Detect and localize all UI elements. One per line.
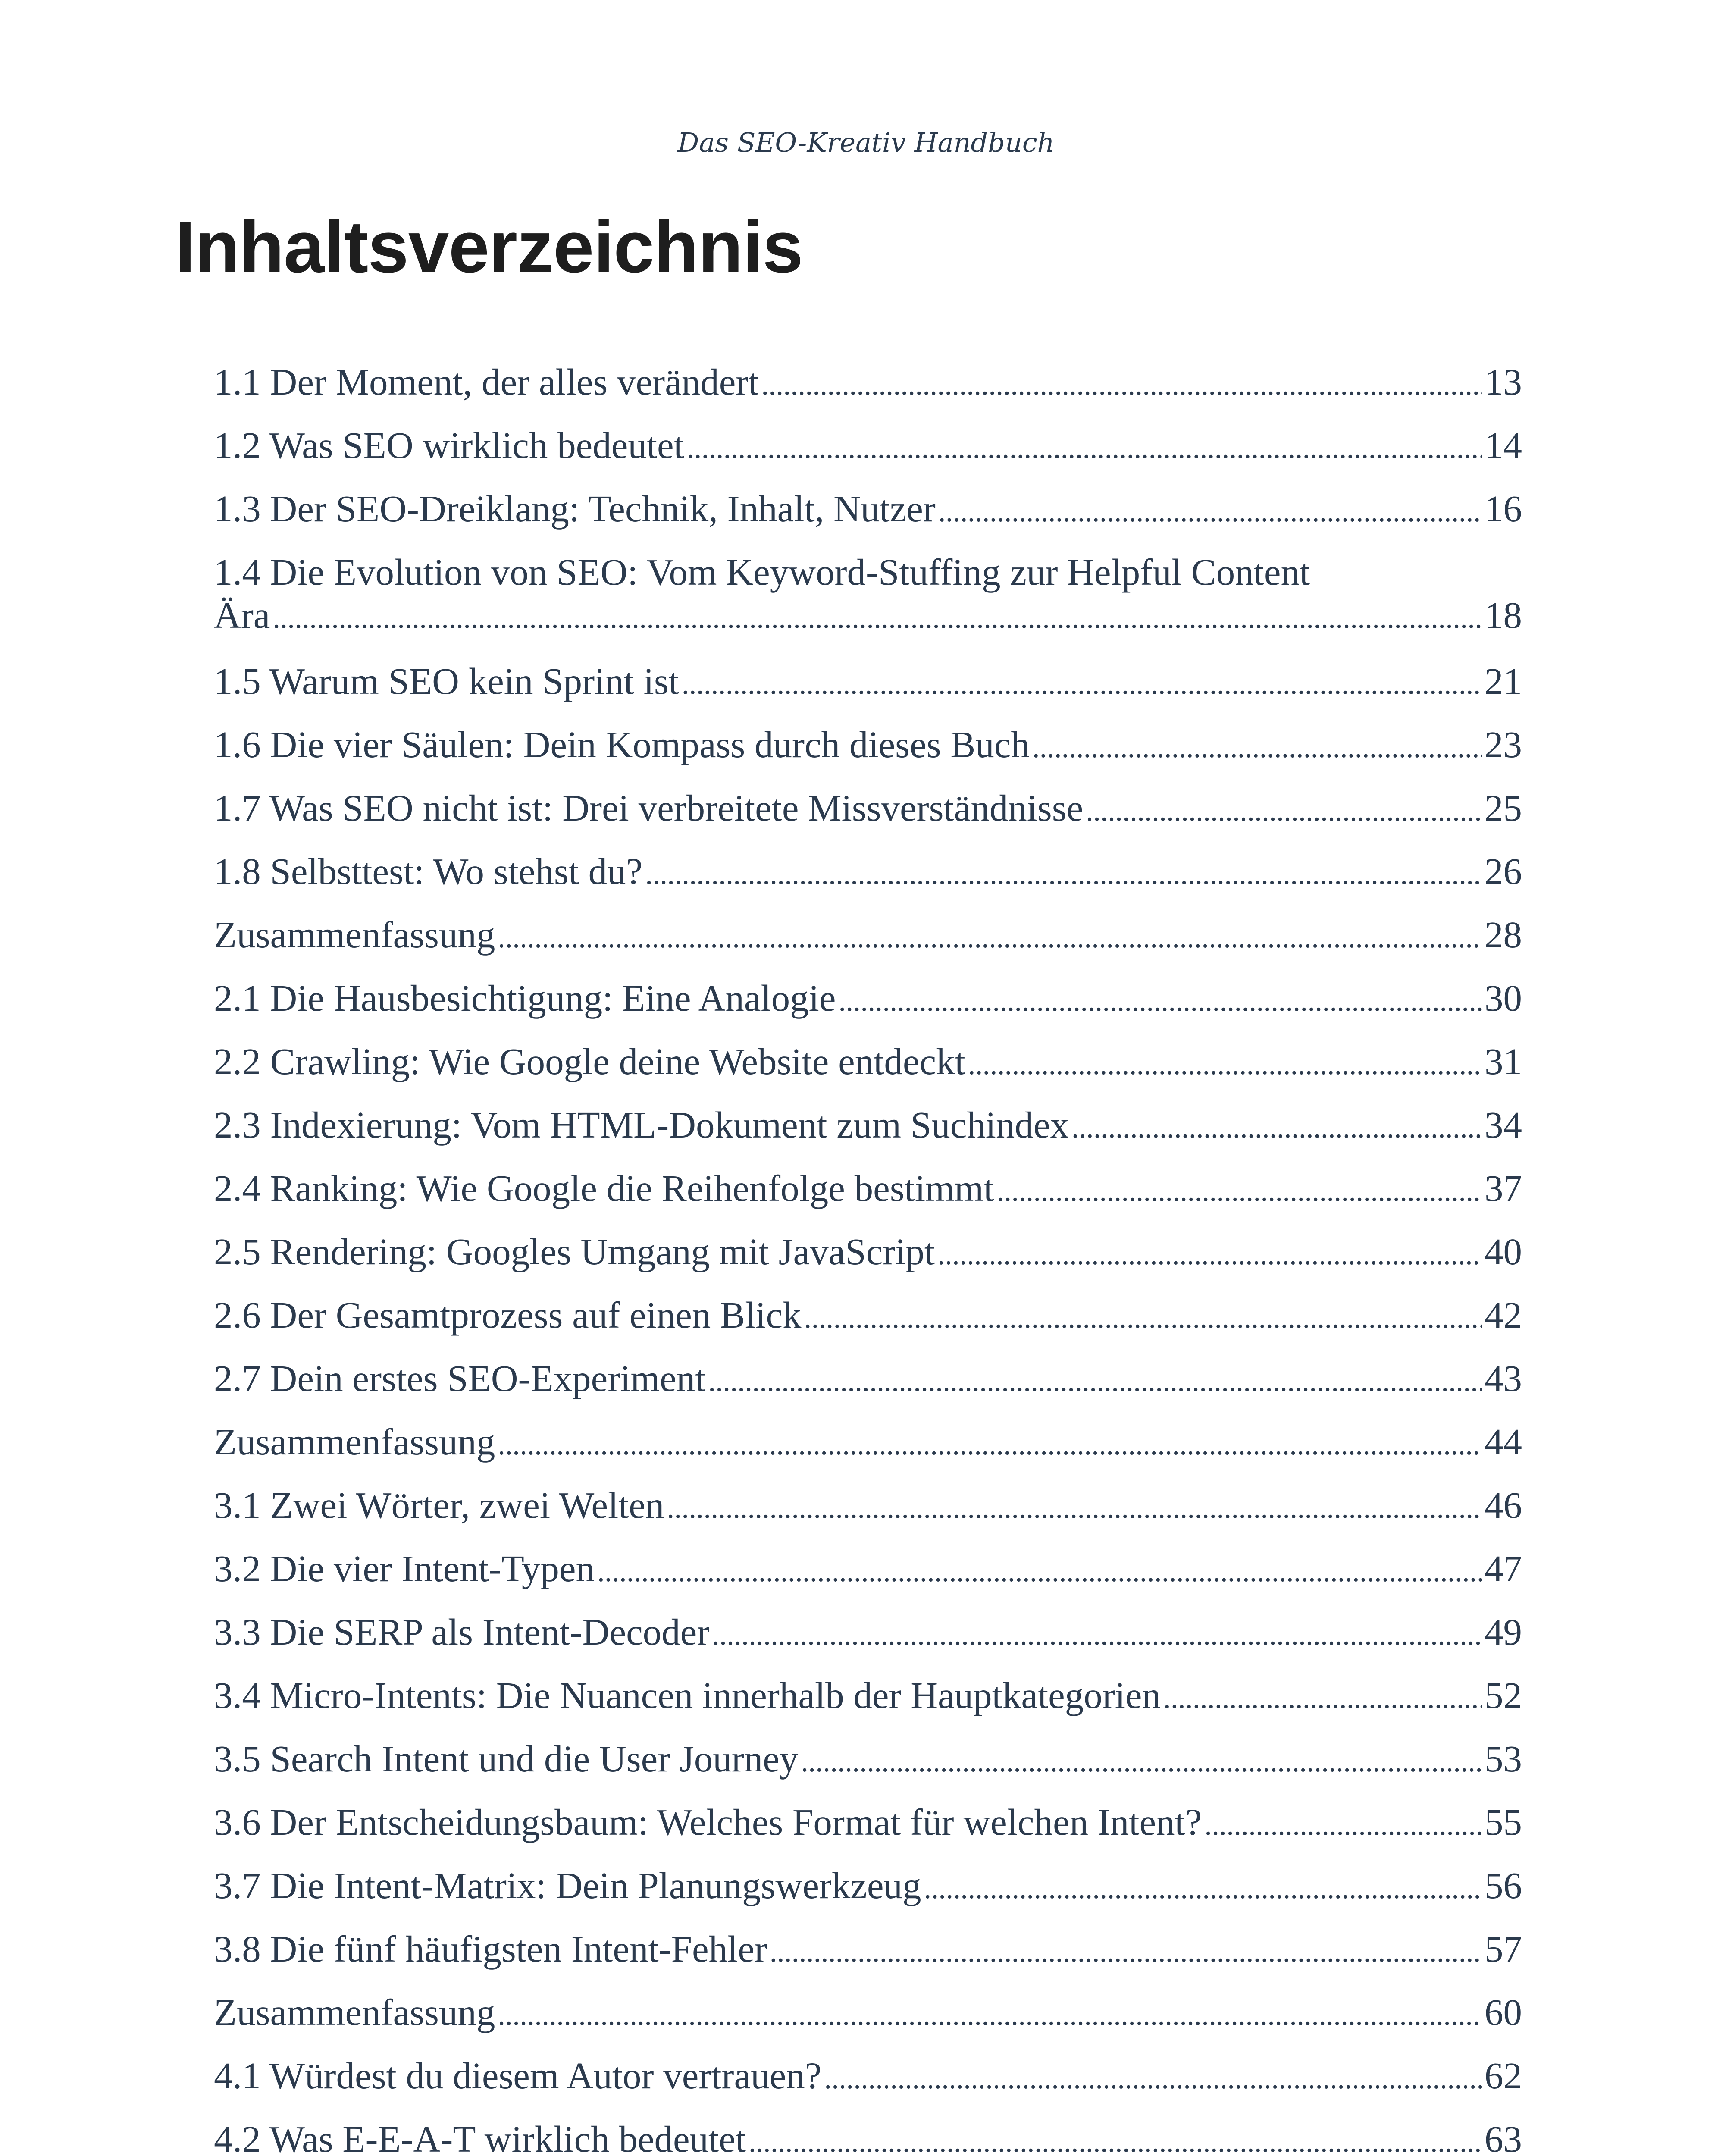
toc-entry[interactable] [214, 551, 1522, 660]
toc-dot-leader [838, 977, 1482, 1023]
toc-entry-title: 1.2 Was SEO wirklich bedeutet [214, 424, 684, 466]
toc-entry-title: 2.3 Indexierung: Vom HTML-Dokument zum Suchindex [214, 1104, 1069, 1146]
toc-entry[interactable] [214, 2118, 1522, 2156]
toc-entry-title: 2.7 Dein erstes SEO-Experiment [214, 1357, 706, 1399]
toc-dot-leader [749, 2118, 1482, 2156]
toc-entry-page: 30 [1485, 977, 1522, 1019]
toc-dot-leader [968, 1040, 1482, 1086]
toc-entry-wrap [214, 551, 1522, 640]
toc-dot-leader [801, 1737, 1482, 1783]
toc-entry-title: 3.8 Die fünf häufigsten Intent-Fehler [214, 1928, 767, 1970]
toc-dot-leader [498, 1991, 1482, 2037]
toc-entry-title: 1.7 Was SEO nicht ist: Drei verbreitete Missverständnisse [214, 787, 1084, 829]
toc-entry-title-line1: 1.4 Die Evolution von SEO: Vom Keyword-Stuffing zur Helpful Content [214, 551, 1310, 593]
toc-dot-leader [804, 1294, 1482, 1340]
toc-entry[interactable] [214, 424, 1522, 487]
toc-dot-leader [1086, 787, 1482, 833]
toc-entry-title: 3.1 Zwei Wörter, zwei Welten [214, 1484, 664, 1526]
toc-entry-title: 2.6 Der Gesamtprozess auf einen Blick [214, 1294, 802, 1336]
toc-entry-title: Zusammenfassung [214, 1991, 495, 2033]
toc-entry-page: 18 [1485, 594, 1522, 636]
toc-dot-leader [761, 360, 1482, 407]
toc-entry-page: 60 [1485, 1991, 1522, 2033]
toc-entry[interactable] [214, 1674, 1522, 1737]
toc-entry[interactable] [214, 1230, 1522, 1294]
toc-entry-title: 3.2 Die vier Intent-Typen [214, 1548, 595, 1589]
toc-entry-page: 56 [1485, 1865, 1522, 1906]
toc-entry[interactable] [214, 977, 1522, 1040]
toc-entry-page: 62 [1485, 2055, 1522, 2096]
toc-entry-title: 1.8 Selbsttest: Wo stehst du? [214, 850, 643, 892]
toc-entry[interactable] [214, 1611, 1522, 1674]
toc-entry[interactable] [214, 1864, 1522, 1927]
toc-dot-leader [938, 487, 1482, 533]
toc-entry-page: 49 [1485, 1611, 1522, 1653]
toc-entry-page: 55 [1485, 1801, 1522, 1843]
toc-entry-title-line2: Ära [214, 594, 270, 636]
toc-entry-title: Zusammenfassung [214, 1421, 495, 1463]
toc-dot-leader [667, 1484, 1482, 1530]
toc-entry-title: 4.2 Was E-E-A-T wirklich bedeutet [214, 2118, 746, 2156]
toc-entry[interactable] [214, 487, 1522, 551]
toc-entry-page: 47 [1485, 1548, 1522, 1589]
toc-entry-title: 2.2 Crawling: Wie Google deine Website entdeckt [214, 1040, 965, 1082]
toc-entry-page: 43 [1485, 1357, 1522, 1399]
toc-entry-title: 4.1 Würdest du diesem Autor vertrauen? [214, 2055, 822, 2096]
toc-entry[interactable] [214, 913, 1522, 977]
toc-entry[interactable] [214, 2054, 1522, 2118]
toc-dot-leader [708, 1357, 1482, 1403]
toc-dot-leader [687, 424, 1482, 470]
toc-entry[interactable] [214, 1801, 1522, 1864]
toc-entry[interactable] [214, 1737, 1522, 1801]
toc-entry-title: 2.5 Rendering: Googles Umgang mit JavaScript [214, 1231, 935, 1272]
toc-dot-leader [997, 1167, 1482, 1213]
toc-entry-page: 14 [1485, 424, 1522, 466]
toc-entry-title: 2.1 Die Hausbesichtigung: Eine Analogie [214, 977, 836, 1019]
toc-entry-page: 46 [1485, 1484, 1522, 1526]
toc-dot-leader [1163, 1674, 1482, 1720]
toc-entry[interactable] [214, 1294, 1522, 1357]
toc-entry-page: 13 [1485, 361, 1522, 403]
toc-entry-page: 63 [1485, 2118, 1522, 2156]
toc-entry-page: 23 [1485, 724, 1522, 765]
toc-entry[interactable] [214, 1420, 1522, 1484]
toc-entry-title: 3.6 Der Entscheidungsbaum: Welches Format für welchen Intent? [214, 1801, 1202, 1843]
toc-dot-leader [498, 1420, 1482, 1467]
toc-dot-leader [937, 1230, 1482, 1276]
toc-entry[interactable] [214, 1103, 1522, 1167]
toc-entry-page: 40 [1485, 1231, 1522, 1272]
toc-entry-page: 57 [1485, 1928, 1522, 1970]
toc-dot-leader [924, 1864, 1482, 1910]
toc-entry[interactable] [214, 1927, 1522, 1991]
toc-entry[interactable] [214, 660, 1522, 723]
toc-entry[interactable] [214, 1040, 1522, 1103]
toc-entry-title: 2.4 Ranking: Wie Google die Reihenfolge bestimmt [214, 1167, 994, 1209]
toc-list [214, 360, 1522, 2156]
toc-entry-title: 1.5 Warum SEO kein Sprint ist [214, 660, 679, 702]
toc-dot-leader [1032, 723, 1482, 769]
toc-entry-title: 1.1 Der Moment, der alles verändert [214, 361, 759, 403]
toc-entry-title: 3.4 Micro-Intents: Die Nuancen innerhalb der Hauptkategorien [214, 1674, 1161, 1716]
toc-dot-leader [712, 1611, 1482, 1657]
toc-entry[interactable] [214, 850, 1522, 913]
toc-entry-page: 26 [1485, 850, 1522, 892]
toc-entry-title: 3.5 Search Intent und die User Journey [214, 1738, 799, 1780]
running-header: Das SEO-Kreativ Handbuch [677, 127, 1055, 158]
toc-entry-page: 42 [1485, 1294, 1522, 1336]
toc-dot-leader [1071, 1103, 1482, 1150]
toc-entry-page: 16 [1485, 488, 1522, 530]
toc-entry-page: 21 [1485, 660, 1522, 702]
toc-entry[interactable] [214, 787, 1522, 850]
toc-entry[interactable] [214, 1167, 1522, 1230]
toc-entry-title: 1.3 Der SEO-Dreiklang: Technik, Inhalt, Nutzer [214, 488, 936, 530]
toc-dot-leader [597, 1547, 1482, 1593]
toc-entry-page: 25 [1485, 787, 1522, 829]
toc-entry[interactable] [214, 360, 1522, 424]
toc-entry-page: 31 [1485, 1040, 1522, 1082]
toc-dot-leader [682, 660, 1482, 706]
toc-dot-leader [272, 594, 1482, 640]
toc-entry[interactable] [214, 1357, 1522, 1420]
toc-entry-line2 [214, 594, 1522, 640]
toc-dot-leader [824, 2054, 1482, 2100]
toc-entry-page: 44 [1485, 1421, 1522, 1463]
toc-entry[interactable] [214, 1547, 1522, 1611]
toc-entry-title: 3.3 Die SERP als Intent-Decoder [214, 1611, 710, 1653]
toc-entry-title: Zusammenfassung [214, 914, 495, 956]
toc-entry[interactable] [214, 1484, 1522, 1547]
toc-entry-page: 37 [1485, 1167, 1522, 1209]
toc-entry-page: 34 [1485, 1104, 1522, 1146]
toc-entry-title: 1.6 Die vier Säulen: Dein Kompass durch dieses Buch [214, 724, 1030, 765]
toc-entry-page: 52 [1485, 1674, 1522, 1716]
toc-dot-leader [645, 850, 1482, 896]
toc-entry[interactable] [214, 1991, 1522, 2054]
toc-dot-leader [770, 1927, 1482, 1974]
toc-entry-page: 53 [1485, 1738, 1522, 1780]
toc-dot-leader [498, 913, 1482, 959]
toc-heading: Inhaltsverzeichnis [175, 206, 803, 288]
toc-entry-page: 28 [1485, 914, 1522, 956]
toc-entry-title: 3.7 Die Intent-Matrix: Dein Planungswerkzeug [214, 1865, 921, 1906]
toc-entry[interactable] [214, 723, 1522, 787]
toc-dot-leader [1204, 1801, 1482, 1847]
